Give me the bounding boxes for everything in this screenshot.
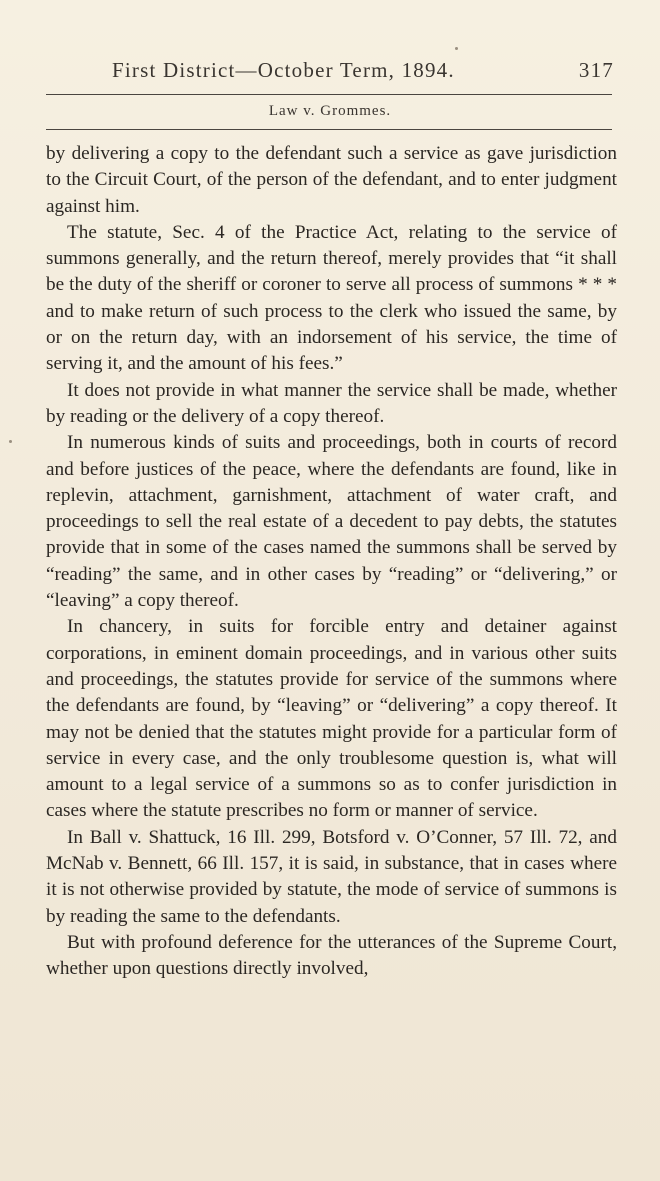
header-rule-bottom [46, 129, 612, 130]
paragraph: But with profound deference for the utterances of the Supreme Court, whether upon questions directly involved, [46, 931, 617, 980]
paper-speck [9, 440, 12, 443]
body-text [46, 141, 617, 983]
paragraph-continued: by delivering a copy to the defendant such a service as gave jurisdiction to the Circuit Court, of the person of the defendant, and to enter judgment against him. [46, 143, 617, 217]
case-title: Law v. Grommes. [268, 103, 392, 119]
running-head [112, 58, 614, 86]
page-number: 317 [578, 58, 614, 82]
paragraph: It does not provide in what manner the service shall be made, whether by reading or the delivery of a copy thereof. [46, 379, 617, 427]
paragraph: In numerous kinds of suits and proceedings, both in courts of record and before justices of the peace, where the defendants are found, like in replevin, attachment, garnishment, attachment of water craft, and proceedings to sell the real estate of a decedent to pay debts, the statutes provide that in some of the cases named the summons shall be served by “reading” the same, and in other cases by “reading” or “delivering,” or “leaving” a copy thereof. [46, 432, 617, 612]
running-title: First District—October Term, 1894. [112, 58, 455, 82]
paragraph: In Ball v. Shattuck, 16 Ill. 299, Botsford v. O’Conner, 57 Ill. 72, and McNab v. Bennett, 66 Ill. 157, it is said, in substance, that in cases where it is not otherwise provided by statute, the mode of service of summons is by reading the same to the defendants. [46, 826, 617, 927]
paper-speck [455, 47, 458, 50]
paragraph: The statute, Sec. 4 of the Practice Act, relating to the service of summons generally, and the return thereof, merely provides that “it shall be the duty of the sheriff or coroner to serve all process of summons * * * and to make return of such process to the clerk who issued the same, by or on the return day, with an indorsement of his service, the time of serving it, and the amount of his fees.” [46, 221, 617, 375]
paragraph: In chancery, in suits for forcible entry and detainer against corporations, in eminent domain proceedings, and in various other suits and proceedings, the statutes provide for service of the summons where the defendants are found, by “leaving” or “delivering” a copy thereof. It may not be denied that the statutes might provide for a particular form of service in every case, and the only troublesome question is, what will amount to a legal service of a summons so as to confer jurisdiction in cases where the statute prescribes no form or manner of service. [46, 616, 617, 822]
header-rule-top [46, 94, 612, 95]
